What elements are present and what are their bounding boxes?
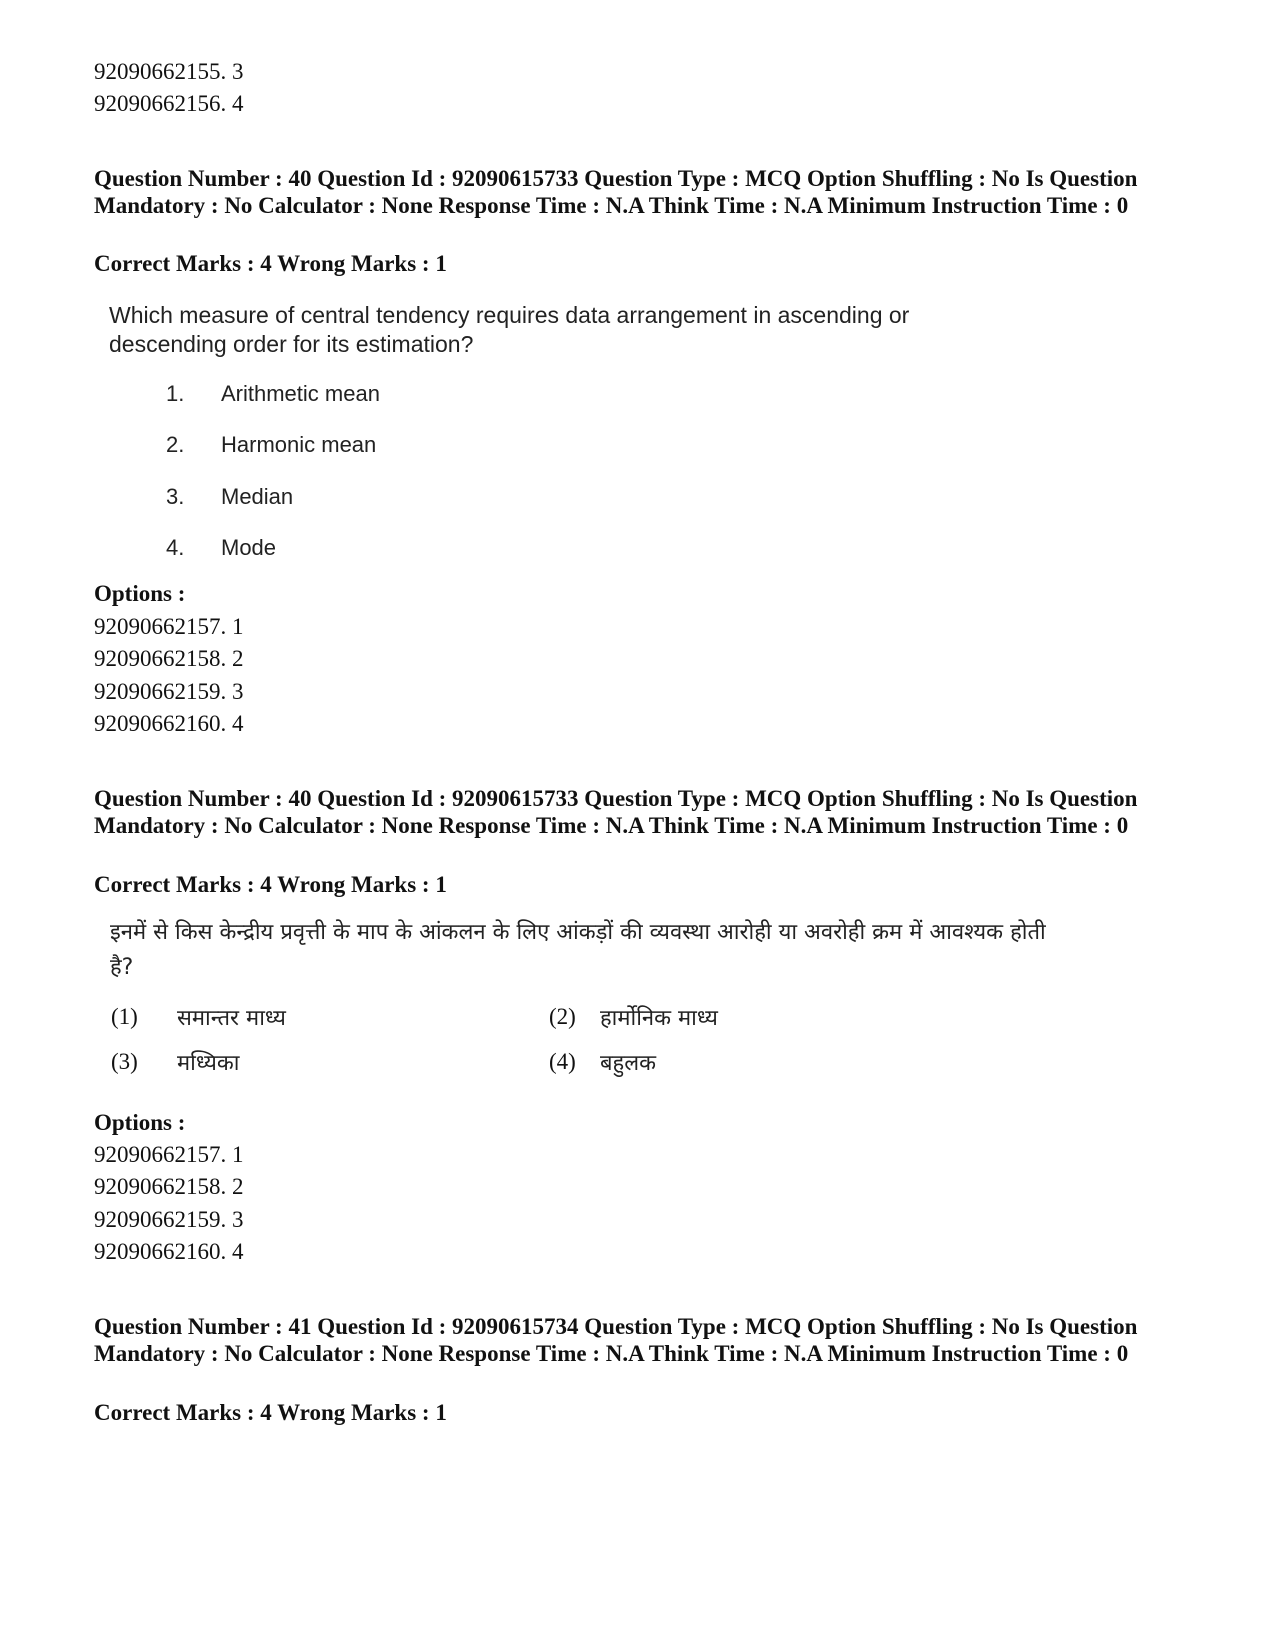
choice-number: 3. (166, 484, 185, 509)
option-line: 92090662159. 3 (94, 1207, 244, 1232)
option-line: 92090662157. 1 (94, 614, 244, 639)
choice-text: Mode (221, 535, 277, 560)
option-line: 92090662157. 1 (94, 1142, 244, 1167)
choice-text: समान्तर माध्य (177, 1006, 286, 1031)
question-header: Question Number : 40 Question Id : 92090615733 Question Type : MCQ Option Shuffling : No Is Question Mandatory : No Calculator : None Response Time : N.A Think Time : N.A Minimum Instruction Time : 0 (94, 166, 1138, 218)
choice-number: 2. (166, 432, 185, 457)
options-label: Options : (94, 1110, 186, 1135)
question-header: Question Number : 40 Question Id : 92090615733 Question Type : MCQ Option Shuffling : No Is Question Mandatory : No Calculator : None Response Time : N.A Think Time : N.A Minimum Instruction Time : 0 (94, 786, 1138, 838)
option-line: 92090662159. 3 (94, 679, 244, 704)
marks-line: Correct Marks : 4 Wrong Marks : 1 (94, 251, 447, 276)
choice-text: Arithmetic mean (221, 381, 380, 406)
choice-number: 1. (166, 381, 185, 406)
choice-number: 4. (166, 535, 185, 560)
choice-number: (3) (111, 1049, 138, 1074)
choice-text: हार्मोनिक माध्य (600, 1006, 718, 1031)
choice-number: (1) (111, 1004, 138, 1029)
option-line: 92090662160. 4 (94, 1239, 244, 1264)
option-line: 92090662160. 4 (94, 711, 244, 736)
option-line: 92090662156. 4 (94, 91, 244, 116)
choice-number: (2) (549, 1004, 576, 1029)
question-text: Which measure of central tendency requires data arrangement in ascending or descending order for its estimation? (109, 302, 910, 357)
choice-text: Harmonic mean (221, 432, 377, 457)
choice-text: Median (221, 484, 294, 509)
marks-line: Correct Marks : 4 Wrong Marks : 1 (94, 872, 447, 897)
option-line: 92090662158. 2 (94, 646, 244, 671)
option-line: 92090662158. 2 (94, 1174, 244, 1199)
choice-text: बहुलक (600, 1051, 657, 1076)
options-label: Options : (94, 581, 186, 606)
choice-text: मध्यिका (177, 1051, 240, 1076)
choice-number: (4) (549, 1049, 576, 1074)
marks-line: Correct Marks : 4 Wrong Marks : 1 (94, 1400, 447, 1425)
question-text: इनमें से किस केन्द्रीय प्रवृत्ती के माप के आंकलन के लिए आंकड़ों की व्यवस्था आरोही या अवरोही क्रम में आवश्यक होती है? (110, 920, 1046, 980)
option-line: 92090662155. 3 (94, 59, 244, 84)
question-header: Question Number : 41 Question Id : 92090615734 Question Type : MCQ Option Shuffling : No Is Question Mandatory : No Calculator : None Response Time : N.A Think Time : N.A Minimum Instruction Time : 0 (94, 1314, 1138, 1366)
